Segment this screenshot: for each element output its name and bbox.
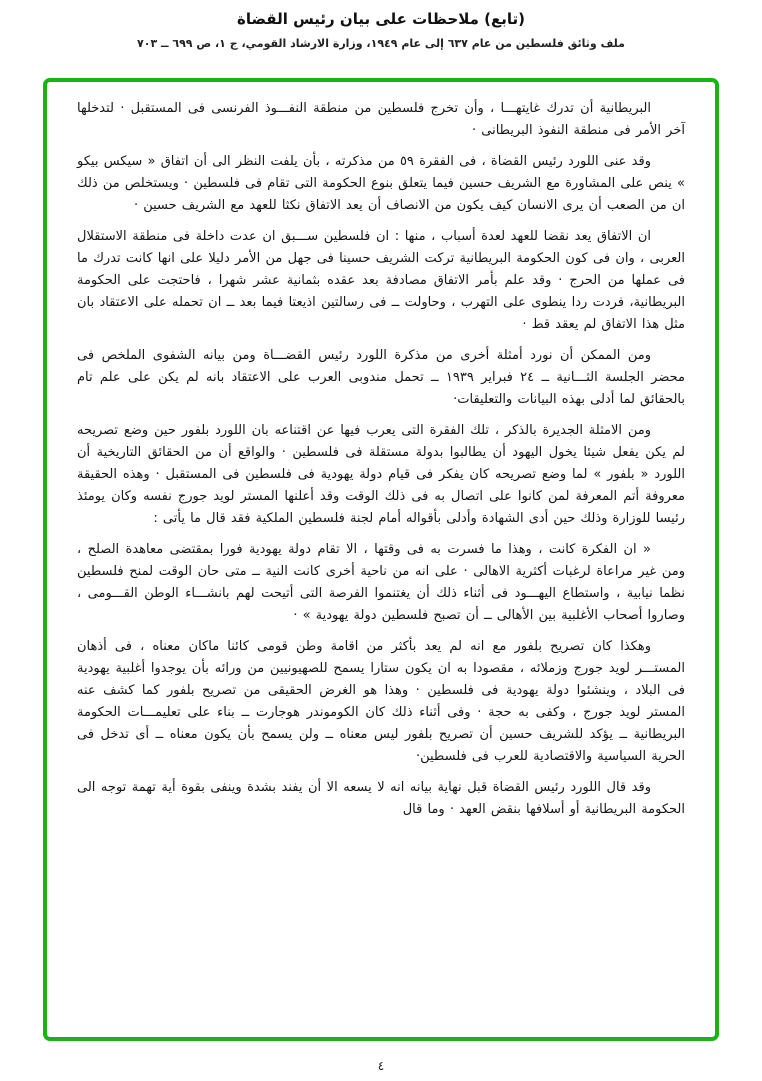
page-number: ٤ [377, 1059, 385, 1073]
document-header [0, 10, 762, 50]
page-subtitle: ملف وثائق فلسطين من عام ٦٣٧ إلى عام ١٩٤٩، وزارة الارشاد القومي، ج ١، ص ٦٩٩ ــ ٧٠٣ [137, 37, 625, 50]
paragraph-7: وهكذا كان تصريح بلفور مع انه لم يعد بأكثر من اقامة وطن قومى كائنا ماكان معناه ، فى أذهان المستـــر لويد جورج وزملائه ، مقصودا به ان يكون ستارا يسمح للصهيونيين من ورائه بأن يوجدوا أغلبية يهودية فى البلاد ، وينشئوا دولة يهودية فى فلسطين · وهذا هو الغرض الحقيقى من تصريح بلفور كما كشف عنه المستر لويد جورج ، وكفى به حجة · وفى أثناء ذلك كان الكوموندر هوجارت ــ بناء على تعليمـــات الحكومة البريطانية ــ يؤكد للشريف حسين أن تصريح بلفور ليس معناه ــ ولن يسمح بأن يكون معناه ــ أى تدخل فى الحرية السياسية والاقتصادية للعرب فى فلسطين· [77, 639, 685, 764]
paragraph-1: البريطانية أن تدرك غايتهـــا ، وأن تخرج فلسطين من منطقة النفـــوذ الفرنسى فى المستقبل · لتدخلها آخر الأمر فى منطقة النفوذ البريطانى · [77, 101, 685, 138]
content-border-box [43, 78, 719, 1041]
paragraph-2: وقد عنى اللورد رئيس القضاة ، فى الفقرة ٥٩ من مذكرته ، بأن يلفت النظر الى أن اتفاق « سيكس بيكو » ينص على المشاورة مع الشريف حسين فيما يتعلق بنوع الحكومة التى تقام فى فلسطين · ويستخلص من ذلك ان من الصعب أن يرى الانسان كيف يكون من الانصاف أن يعد الاتفاق نكثا للعهد مع الشريف حسين · [77, 154, 685, 213]
paragraph-6-quote: « ان الفكرة كانت ، وهذا ما فسرت به فى وقتها ، الا تقام دولة يهودية فورا بمقتضى معاهدة الصلح ، ومن غير مراعاة لرغبات أكثرية الاهالى · على انه من ناحية أخرى كانت النية ــ متى حان الوقت لمنح فلسطين نظما نيابية ، واستطاع اليهـــود فى أثناء ذلك أن يغتنموا الفرصة التى أتيحت لهم بانشـــاء الوطن القـــومى ، وصاروا أصحاب الأغلبية بين الأهالى ــ أن تصبح فلسطين دولة يهودية » · [77, 542, 685, 623]
paragraph-5: ومن الامثلة الجديرة بالذكر ، تلك الفقرة التى يعرب فيها عن اقتناعه بان اللورد بلفور حين وضع تصريحه لم يكن يفعل شيئا يخول اليهود أن يطالبوا بدولة مستقلة فى فلسطين · والواقع أن من الحقائق التاريخية أن اللورد « بلفور » لما وضع تصريحه كان يفكر فى قيام دولة يهودية فى فلسطين فى المستقبل · وهذه الحقيقة معروفة أتم المعرفة لمن كانوا على اتصال به فى ذلك الوقت وقد أعلنها المستر لويد جورج نفسه وكان يومئذ رئيسا للوزارة وذلك حين أدى الشهادة وأدلى بأقواله أمام لجنة فلسطين الملكية فقد قال ما يأتى : [77, 423, 685, 526]
paragraph-3: ان الاتفاق يعد نقضا للعهد لعدة أسباب ، منها : ان فلسطين ســـبق ان عدت داخلة فى منطقة الاستقلال العربى ، وان فى كون الحكومة البريطانية تركت الشريف حسينا فى جهل من الأمر دليلا على انها كانت تدرك ما فى عملها من الحرج · وقد علم بأمر الاتفاق مصادفة بعد عقده بثمانية عشر شهرا ، فاحتجت على الحكومة البريطانية، فردت ردا ينطوى على التهرب ، وحاولت ــ فى رسالتين اذيعتا فيما بعد ــ ان تحمله على الاعتقاد بان مثل هذا الاتفاق لم يعقد قط · [77, 229, 685, 332]
paragraph-8: وقد قال اللورد رئيس القضاة قبل نهاية بيانه انه لا يسعه الا أن يفند بشدة وينفى بقوة أية تهمة توجه الى الحكومة البريطانية أو أسلافها بنقض العهد · وما قال [77, 780, 685, 817]
paragraph-4: ومن الممكن أن نورد أمثلة أخرى من مذكرة اللورد رئيس القضـــاة ومن بيانه الشفوى الملخص فى محضر الجلسة الثـــانية ــ ٢٤ فبراير ١٩٣٩ ــ تحمل مندوبى العرب على الاعتقاد بانه لم يكن على علم تام بالحقائق لما أدلى بهذه البيانات والتعليقات· [77, 348, 685, 407]
page-title: (تابع) ملاحظات على بيان رئيس القضاة [237, 10, 525, 28]
